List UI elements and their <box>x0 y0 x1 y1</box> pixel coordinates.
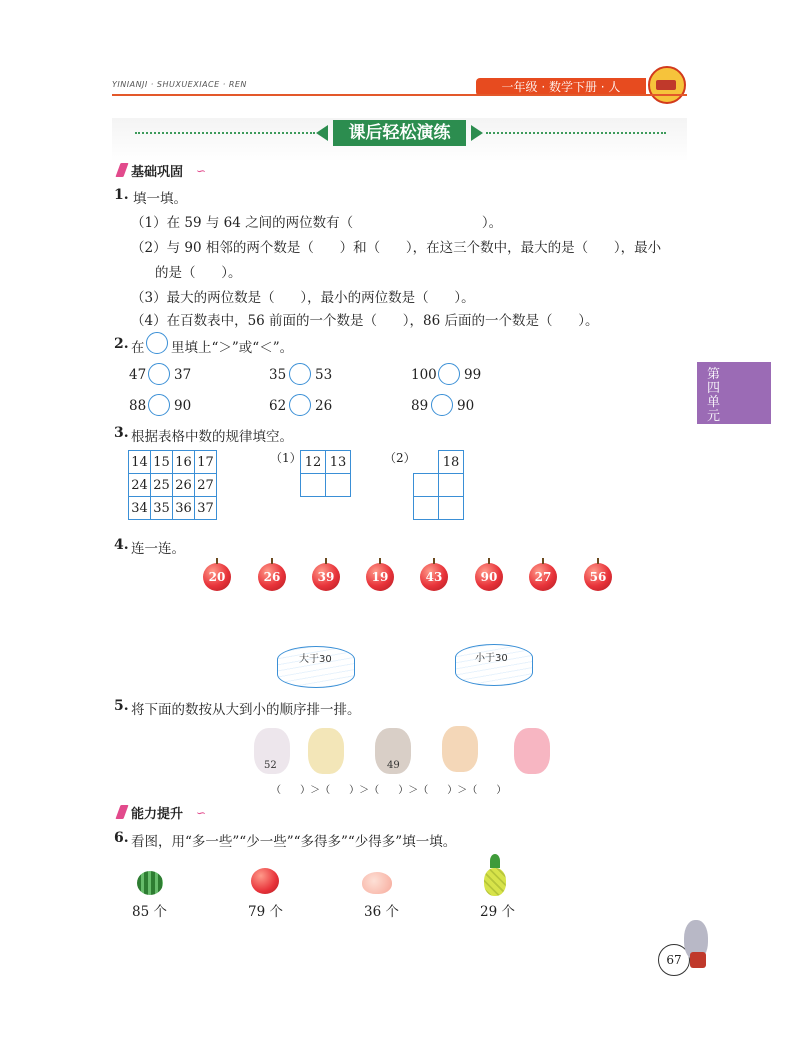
q3-part1-label: （1） <box>270 451 302 465</box>
unit-side-tab <box>697 362 771 424</box>
grid-cell: 25 <box>151 474 173 497</box>
left-arrow-icon <box>316 125 328 141</box>
blank-cell[interactable] <box>301 474 326 497</box>
grid-cell: 13 <box>326 451 351 474</box>
q1-line2: （2）与 90 相邻的两个数是（ ）和（ ），在这三个数中，最大的是（ ），最小 <box>131 240 662 256</box>
blank-cell[interactable] <box>439 497 464 520</box>
pineapple-leaves <box>490 854 500 868</box>
number-grid <box>128 450 217 520</box>
apple-stem-icon <box>433 558 435 564</box>
apple-number[interactable]: 39 <box>312 563 340 591</box>
animal-number: 49 <box>387 760 400 771</box>
compare-left: 47 <box>129 367 147 383</box>
q6-title: 看图，用“多一些”“少一些”“多得多”“少得多”填一填。 <box>131 834 457 850</box>
q1-number: 1. <box>114 187 129 203</box>
compare-right: 90 <box>457 398 475 414</box>
compare-right: 90 <box>174 398 192 414</box>
apple-stem-icon <box>488 558 490 564</box>
pig-icon <box>514 728 550 774</box>
compare-circle[interactable] <box>289 363 311 385</box>
dotted-rule-left <box>135 132 315 134</box>
fruit-count: 85 个 <box>132 904 167 920</box>
q4-number: 4. <box>114 537 129 553</box>
q2-pre: 在 <box>131 340 145 356</box>
q3-part2-label: （2） <box>384 451 416 465</box>
cow-icon <box>308 728 344 774</box>
compare-circle[interactable] <box>438 363 460 385</box>
grid-cell: 36 <box>173 497 195 520</box>
compare-left: 62 <box>269 398 287 414</box>
q3-number: 3. <box>114 425 129 441</box>
header-series-text: YINIANJI · SHUXUEXIACE · REN <box>112 80 247 89</box>
grid-cell: 24 <box>129 474 151 497</box>
q2-number: 2. <box>114 336 129 352</box>
q5-number: 5. <box>114 698 129 714</box>
pineapple-icon <box>484 868 506 896</box>
compare-circle[interactable] <box>148 363 170 385</box>
grid-cell: 15 <box>151 451 173 474</box>
blank-cell[interactable] <box>414 497 439 520</box>
header-rule <box>112 94 687 96</box>
apple-stem-icon <box>597 558 599 564</box>
q3-title: 根据表格中数的规律填空。 <box>131 429 293 445</box>
apple-number[interactable]: 19 <box>366 563 394 591</box>
compare-circle[interactable] <box>431 394 453 416</box>
apple-number[interactable]: 56 <box>584 563 612 591</box>
apple-stem-icon <box>542 558 544 564</box>
compare-right: 26 <box>315 398 333 414</box>
apple-number[interactable]: 43 <box>420 563 448 591</box>
apple-stem-icon <box>325 558 327 564</box>
watermelon-icon <box>137 871 163 895</box>
apple-number[interactable]: 90 <box>475 563 503 591</box>
peach-icon <box>362 872 392 894</box>
apple-number[interactable]: 27 <box>529 563 557 591</box>
grid-cell: 17 <box>195 451 217 474</box>
part2-heading: 能力提升 <box>131 807 184 822</box>
q2-post: 里填上“＞”或“＜”。 <box>171 340 294 356</box>
q4-title: 连一连。 <box>131 541 185 557</box>
compare-right: 53 <box>315 367 333 383</box>
side-tab-char: 四 <box>707 381 721 396</box>
grid-cell: 14 <box>129 451 151 474</box>
partial-grid-2 <box>413 450 464 520</box>
blank-cell[interactable] <box>326 474 351 497</box>
swirl-icon: ∽ <box>196 164 207 178</box>
compare-circle-sample <box>146 332 168 354</box>
compare-left: 100 <box>411 367 437 383</box>
grid-cell: 35 <box>151 497 173 520</box>
rooster-icon <box>442 726 478 772</box>
side-tab-char: 元 <box>707 409 721 424</box>
grid-cell: 16 <box>173 451 195 474</box>
apple-number[interactable]: 20 <box>203 563 231 591</box>
pencil-icon <box>115 163 128 177</box>
partial-grid-1 <box>300 450 351 497</box>
apple-icon <box>251 868 279 894</box>
pencil-icon <box>115 805 128 819</box>
grid-cell: 12 <box>301 451 326 474</box>
q6-number: 6. <box>114 830 129 846</box>
bowl-less-label: 小于30 <box>475 653 508 664</box>
q1-title: 填一填。 <box>133 191 187 207</box>
compare-left: 89 <box>411 398 429 414</box>
swirl-icon: ∽ <box>196 806 207 820</box>
apple-stem-icon <box>216 558 218 564</box>
q1-line4: （3）最大的两位数是（ ），最小的两位数是（ ）。 <box>131 290 475 306</box>
side-tab-char: 第 <box>707 367 721 382</box>
grid-cell: 26 <box>173 474 195 497</box>
compare-left: 88 <box>129 398 147 414</box>
empty-space <box>414 451 439 474</box>
order-blanks[interactable]: （ ）＞（ ）＞（ ）＞（ ）＞（ ） <box>271 785 507 796</box>
mascot-shirt <box>690 952 706 968</box>
bowl-greater-label: 大于30 <box>299 654 332 665</box>
side-tab-char: 单 <box>707 395 721 410</box>
q1-line3: 的是（ ）。 <box>155 265 242 281</box>
grid-cell: 18 <box>439 451 464 474</box>
section-title: 课后轻松演练 <box>333 120 466 146</box>
fruit-count: 79 个 <box>248 904 283 920</box>
grid-cell: 27 <box>195 474 217 497</box>
compare-right: 37 <box>174 367 192 383</box>
right-arrow-icon <box>471 125 483 141</box>
compare-circle[interactable] <box>148 394 170 416</box>
logo-inner <box>656 80 676 90</box>
page-number: 67 <box>658 944 690 976</box>
animal-number: 52 <box>264 760 277 771</box>
grid-cell: 37 <box>195 497 217 520</box>
grid-cell: 34 <box>129 497 151 520</box>
header-grade-tab: 一年级 · 数学下册 · 人 <box>476 78 646 96</box>
dotted-rule-right <box>486 132 666 134</box>
q5-title: 将下面的数按从大到小的顺序排一排。 <box>131 702 361 718</box>
fruit-count: 29 个 <box>480 904 515 920</box>
q1-line5: （4）在百数表中，56 前面的一个数是（ ），86 后面的一个数是（ ）。 <box>131 313 599 329</box>
fruit-count: 36 个 <box>364 904 399 920</box>
apple-stem-icon <box>379 558 381 564</box>
part1-heading: 基础巩固 <box>131 165 184 180</box>
compare-circle[interactable] <box>289 394 311 416</box>
blank-cell[interactable] <box>414 474 439 497</box>
apple-number[interactable]: 26 <box>258 563 286 591</box>
compare-left: 35 <box>269 367 287 383</box>
compare-right: 99 <box>464 367 482 383</box>
blank-cell[interactable] <box>439 474 464 497</box>
apple-stem-icon <box>271 558 273 564</box>
q1-line1: （1）在 59 与 64 之间的两位数有（ ）。 <box>131 215 503 231</box>
